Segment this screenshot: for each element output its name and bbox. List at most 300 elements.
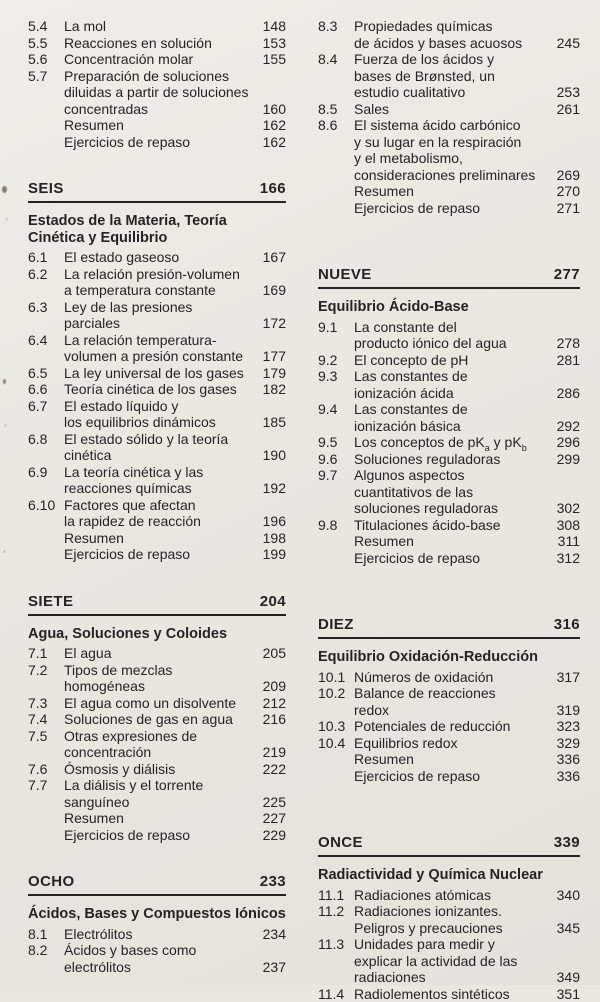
entry-text <box>64 464 259 497</box>
entry-number <box>28 530 64 547</box>
toc-column-right <box>318 18 580 1002</box>
entry-page: 336 <box>553 768 580 785</box>
toc-entry <box>318 434 580 451</box>
entry-text-line: Sales <box>354 101 553 118</box>
entry-page: 349 <box>553 969 580 986</box>
entry-number <box>28 117 64 134</box>
chapter-label: NUEVE <box>318 266 372 283</box>
entry-text-line: explicar la actividad de las <box>354 953 553 970</box>
entry-number: 9.3 <box>318 368 354 401</box>
toc-entry <box>28 35 286 52</box>
entry-text-line: Soluciones reguladoras <box>354 451 553 468</box>
toc-entry <box>28 431 286 464</box>
entry-text <box>64 777 259 810</box>
entry-text <box>64 381 259 398</box>
entry-page: 199 <box>259 546 286 563</box>
entry-page: 292 <box>553 418 580 435</box>
toc-entry <box>318 936 580 986</box>
entry-page: 190 <box>259 447 286 464</box>
entry-text-line: cinética <box>64 447 259 464</box>
entry-page: 229 <box>259 827 286 844</box>
entry-text-line: Radiolementos sintéticos <box>354 986 553 1002</box>
entry-number: 6.1 <box>28 249 64 266</box>
entry-text-line: Radiaciones ionizantes. <box>354 903 553 920</box>
entry-text <box>64 431 259 464</box>
entry-number: 7.1 <box>28 645 64 662</box>
entry-text <box>354 685 553 718</box>
entry-number: 6.10 <box>28 497 64 530</box>
entry-text <box>354 517 553 534</box>
entry-text-line: Soluciones de gas en agua <box>64 711 259 728</box>
chapter-header <box>318 616 580 639</box>
toc-entry <box>318 986 580 1002</box>
entry-number: 7.5 <box>28 728 64 761</box>
chapter-header <box>28 873 286 896</box>
entry-text-line: Equilibrios redox <box>354 735 553 752</box>
toc-entry <box>318 887 580 904</box>
toc-entry <box>318 401 580 434</box>
toc-entry <box>318 718 580 735</box>
toc-section <box>28 180 286 563</box>
toc-entry <box>28 926 286 943</box>
entry-number: 9.8 <box>318 517 354 534</box>
entry-text-line: Electrólitos <box>64 926 259 943</box>
toc-entry <box>318 117 580 183</box>
entry-number: 7.6 <box>28 761 64 778</box>
entry-text <box>354 352 553 369</box>
entry-number: 10.3 <box>318 718 354 735</box>
toc-entry <box>28 134 286 151</box>
entry-text-line: La relación presión-volumen <box>64 266 259 283</box>
entry-number <box>318 751 354 768</box>
toc-entry <box>318 368 580 401</box>
entry-page: 308 <box>553 517 580 534</box>
toc-entry <box>318 352 580 369</box>
toc-section <box>318 266 580 566</box>
entry-number: 8.3 <box>318 18 354 51</box>
toc-entry <box>318 517 580 534</box>
toc-entry <box>318 903 580 936</box>
toc-entry <box>28 381 286 398</box>
toc-entry <box>318 101 580 118</box>
toc-entry <box>28 728 286 761</box>
entry-text <box>64 398 259 431</box>
entry-number: 8.5 <box>318 101 354 118</box>
chapter-title <box>318 299 580 316</box>
entry-text-line: Ejercicios de repaso <box>354 550 553 567</box>
entry-number: 6.4 <box>28 332 64 365</box>
entry-text <box>64 662 259 695</box>
entry-number: 5.5 <box>28 35 64 52</box>
chapter-title <box>318 649 580 666</box>
entry-text-line: redox <box>354 702 553 719</box>
entry-number: 8.2 <box>28 942 64 975</box>
entry-page: 198 <box>259 530 286 547</box>
toc-section <box>28 873 286 975</box>
entry-text-line: El estado sólido y la teoría <box>64 431 259 448</box>
entry-number: 7.2 <box>28 662 64 695</box>
entry-page: 340 <box>553 887 580 904</box>
entry-number: 6.6 <box>28 381 64 398</box>
entry-page: 261 <box>553 101 580 118</box>
chapter-label: ONCE <box>318 834 363 851</box>
entry-text-line: Unidades para medir y <box>354 936 553 953</box>
entry-number: 6.8 <box>28 431 64 464</box>
entry-text-line: concentración <box>64 744 259 761</box>
entry-number: 5.7 <box>28 68 64 118</box>
toc-entry <box>28 942 286 975</box>
toc-entry <box>28 645 286 662</box>
entry-text-line: Ejercicios de repaso <box>354 768 553 785</box>
entry-text <box>354 986 553 1002</box>
entry-text-line: Números de oxidación <box>354 669 553 686</box>
entry-text <box>64 546 259 563</box>
toc-section <box>28 18 286 150</box>
entry-number: 9.7 <box>318 467 354 517</box>
entry-page: 227 <box>259 810 286 827</box>
entry-text-line: Ejercicios de repaso <box>64 827 259 844</box>
entry-page: 162 <box>259 117 286 134</box>
entry-text-line: El concepto de pH <box>354 352 553 369</box>
entry-text-line: El estado líquido y <box>64 398 259 415</box>
entry-text <box>354 903 553 936</box>
entry-number: 6.3 <box>28 299 64 332</box>
toc-section <box>318 834 580 1002</box>
entry-text-line: a temperatura constante <box>64 282 259 299</box>
entry-text-line: La relación temperatura- <box>64 332 259 349</box>
toc-entry <box>28 777 286 810</box>
entry-text-line: Ejercicios de repaso <box>64 546 259 563</box>
entry-page: 253 <box>553 84 580 101</box>
chapter-page: 204 <box>260 593 286 610</box>
entry-text-line: Fuerza de los ácidos y <box>354 51 553 68</box>
entry-text-line: soluciones reguladoras <box>354 500 553 517</box>
entry-text <box>64 810 259 827</box>
toc-entry <box>318 51 580 101</box>
entry-number: 8.6 <box>318 117 354 183</box>
entry-page: 225 <box>259 794 286 811</box>
chapter-header <box>28 180 286 203</box>
entry-number: 8.1 <box>28 926 64 943</box>
entry-number <box>28 546 64 563</box>
entry-page: 278 <box>553 335 580 352</box>
entry-text <box>354 368 553 401</box>
entry-text-line: cuantitativos de las <box>354 484 553 501</box>
toc-entry <box>28 398 286 431</box>
chapter-header <box>318 266 580 289</box>
entry-number: 10.1 <box>318 669 354 686</box>
toc-entry <box>318 669 580 686</box>
entry-text-line: reacciones químicas <box>64 480 259 497</box>
entry-text <box>64 942 259 975</box>
entry-page: 169 <box>259 282 286 299</box>
entry-text <box>64 51 259 68</box>
entry-page: 302 <box>553 500 580 517</box>
entry-text-line: Potenciales de reducción <box>354 718 553 735</box>
entry-page: 209 <box>259 678 286 695</box>
entry-text-line: Ácidos y bases como <box>64 942 259 959</box>
entry-text <box>64 497 259 530</box>
entry-text-line: La teoría cinética y las <box>64 464 259 481</box>
toc-section <box>28 593 286 844</box>
entry-page: 351 <box>553 986 580 1002</box>
toc-section <box>318 18 580 216</box>
entry-text-line: Preparación de soluciones <box>64 68 259 85</box>
toc-entry <box>28 497 286 530</box>
entry-number: 11.2 <box>318 903 354 936</box>
entry-text <box>354 183 553 200</box>
entry-text-line: Teoría cinética de los gases <box>64 381 259 398</box>
entry-text <box>64 299 259 332</box>
entry-text-line: Ejercicios de repaso <box>354 200 553 217</box>
entry-text <box>354 434 553 451</box>
entry-text <box>64 249 259 266</box>
chapter-header <box>318 834 580 857</box>
toc-entry <box>28 464 286 497</box>
entry-text <box>354 51 553 101</box>
entry-text <box>64 827 259 844</box>
entry-text-line: Algunos aspectos <box>354 467 553 484</box>
toc-entry <box>28 51 286 68</box>
entry-text-line: Ley de las presiones <box>64 299 259 316</box>
entry-page: 237 <box>259 959 286 976</box>
entry-text-line: El agua <box>64 645 259 662</box>
entry-number <box>28 827 64 844</box>
toc-entry <box>318 533 580 550</box>
chapter-page: 166 <box>260 180 286 197</box>
entry-page: 155 <box>259 51 286 68</box>
entry-text-line: estudio cualitativo <box>354 84 553 101</box>
toc-entry <box>28 117 286 134</box>
entry-page: 329 <box>553 735 580 752</box>
entry-number: 7.4 <box>28 711 64 728</box>
entry-text <box>354 401 553 434</box>
entry-text-line: y el metabolismo, <box>354 150 553 167</box>
entry-page: 177 <box>259 348 286 365</box>
entry-page: 212 <box>259 695 286 712</box>
entry-text <box>64 761 259 778</box>
entry-text <box>64 117 259 134</box>
entry-page: 323 <box>553 718 580 735</box>
entry-text-line: Resumen <box>64 530 259 547</box>
entry-number <box>318 768 354 785</box>
chapter-page: 233 <box>260 873 286 890</box>
entry-page: 345 <box>553 920 580 937</box>
entry-number <box>28 810 64 827</box>
entry-text <box>64 68 259 118</box>
toc-section <box>318 616 580 784</box>
entry-page: 196 <box>259 513 286 530</box>
entry-text <box>354 718 553 735</box>
entry-text-line: La constante del <box>354 319 553 336</box>
entry-text <box>354 117 553 183</box>
toc-entry <box>28 365 286 382</box>
entry-text <box>354 768 553 785</box>
entry-number: 7.3 <box>28 695 64 712</box>
entry-text <box>64 728 259 761</box>
entry-text-line: El sistema ácido carbónico <box>354 117 553 134</box>
toc-entry <box>318 467 580 517</box>
entry-text-line: Ósmosis y diálisis <box>64 761 259 778</box>
entry-text <box>64 530 259 547</box>
entry-page: 312 <box>553 550 580 567</box>
entry-text <box>354 669 553 686</box>
entry-page: 299 <box>553 451 580 468</box>
entry-text <box>64 695 259 712</box>
entry-page: 286 <box>553 385 580 402</box>
entry-text-line: y su lugar en la respiración <box>354 134 553 151</box>
chapter-header <box>28 593 286 616</box>
entry-text <box>354 319 553 352</box>
entry-text-line: La ley universal de los gases <box>64 365 259 382</box>
entry-text <box>64 18 259 35</box>
chapter-title-line: Estados de la Materia, Teoría <box>28 213 286 230</box>
entry-text <box>64 645 259 662</box>
entry-number: 11.4 <box>318 986 354 1002</box>
entry-text-line: Resumen <box>64 117 259 134</box>
chapter-title <box>28 906 286 923</box>
chapter-title-line: Equilibrio Oxidación-Reducción <box>318 649 580 666</box>
toc-entry <box>28 695 286 712</box>
entry-page: 216 <box>259 711 286 728</box>
chapter-title-line: Radiactividad y Química Nuclear <box>318 867 580 884</box>
entry-text-line: electrólitos <box>64 959 259 976</box>
entry-text-line: Propiedades químicas <box>354 18 553 35</box>
entry-page: 269 <box>553 167 580 184</box>
entry-text <box>64 35 259 52</box>
entry-page: 317 <box>553 669 580 686</box>
entry-number: 9.4 <box>318 401 354 434</box>
entry-text-line: Peligros y precauciones <box>354 920 553 937</box>
entry-text-line: Reacciones en solución <box>64 35 259 52</box>
entry-page: 179 <box>259 365 286 382</box>
entry-text-line: parciales <box>64 315 259 332</box>
entry-text-line: consideraciones preliminares <box>354 167 553 184</box>
entry-text-line: El agua como un disolvente <box>64 695 259 712</box>
entry-number <box>318 533 354 550</box>
entry-text <box>64 926 259 943</box>
entry-number: 11.3 <box>318 936 354 986</box>
entry-text-line: Ejercicios de repaso <box>64 134 259 151</box>
entry-page: 172 <box>259 315 286 332</box>
chapter-label: SIETE <box>28 593 73 610</box>
entry-page: 245 <box>553 35 580 52</box>
entry-text-line: Factores que afectan <box>64 497 259 514</box>
entry-text-line: Resumen <box>354 533 554 550</box>
entry-text-line: La diálisis y el torrente <box>64 777 259 794</box>
chapter-title-line: Equilibrio Ácido-Base <box>318 299 580 316</box>
entry-text <box>354 735 553 752</box>
toc-entry <box>28 662 286 695</box>
entry-text <box>64 711 259 728</box>
entry-text-line: ionización básica <box>354 418 553 435</box>
entry-number: 9.2 <box>318 352 354 369</box>
chapter-title-line: Agua, Soluciones y Coloides <box>28 626 286 643</box>
entry-page: 182 <box>259 381 286 398</box>
entry-text <box>354 887 553 904</box>
entry-text-line: sanguíneo <box>64 794 259 811</box>
entry-text-line: Las constantes de <box>354 401 553 418</box>
toc-entry <box>28 711 286 728</box>
entry-text-line: volumen a presión constante <box>64 348 259 365</box>
toc-entry <box>28 827 286 844</box>
entry-page: 162 <box>259 134 286 151</box>
entry-number: 8.4 <box>318 51 354 101</box>
toc-entry <box>28 810 286 827</box>
entry-text <box>354 550 553 567</box>
entry-page: 271 <box>553 200 580 217</box>
entry-text-line: ionización ácida <box>354 385 553 402</box>
entry-number: 11.1 <box>318 887 354 904</box>
entry-page: 222 <box>259 761 286 778</box>
toc-entry <box>28 266 286 299</box>
chapter-page: 339 <box>554 834 580 851</box>
entry-page: 281 <box>553 352 580 369</box>
entry-number: 6.7 <box>28 398 64 431</box>
entry-text <box>354 533 554 550</box>
toc-entry <box>318 550 580 567</box>
toc-entry <box>318 319 580 352</box>
entry-page: 148 <box>259 18 286 35</box>
chapter-label: DIEZ <box>318 616 354 633</box>
toc-entry <box>28 546 286 563</box>
entry-number: 10.4 <box>318 735 354 752</box>
toc-entry <box>318 200 580 217</box>
entry-text-line: Titulaciones ácido-base <box>354 517 553 534</box>
entry-text-line: Resumen <box>64 810 259 827</box>
entry-page: 270 <box>553 183 580 200</box>
toc-entry <box>318 183 580 200</box>
chapter-label: SEIS <box>28 180 64 197</box>
entry-number <box>318 550 354 567</box>
entry-text-line: Resumen <box>354 183 553 200</box>
entry-text <box>354 101 553 118</box>
entry-page: 167 <box>259 249 286 266</box>
entry-number: 9.6 <box>318 451 354 468</box>
chapter-title-line: Ácidos, Bases y Compuestos Iónicos <box>28 906 286 923</box>
entry-page: 219 <box>259 744 286 761</box>
entry-text <box>354 18 553 51</box>
entry-page: 185 <box>259 414 286 431</box>
entry-text <box>64 266 259 299</box>
entry-text-line: la rapidez de reacción <box>64 513 259 530</box>
entry-page: 153 <box>259 35 286 52</box>
toc-entry <box>28 299 286 332</box>
entry-text <box>354 936 553 986</box>
entry-number: 10.2 <box>318 685 354 718</box>
entry-page: 311 <box>554 533 580 550</box>
entry-text-line: los equilibrios dinámicos <box>64 414 259 431</box>
entry-text-line: Los conceptos de $pK_a$ y $pK_b$ <box>354 434 553 451</box>
toc-entry <box>318 735 580 752</box>
entry-text <box>354 467 553 517</box>
toc-entry <box>318 451 580 468</box>
entry-number: 9.5 <box>318 434 354 451</box>
toc-entry <box>28 18 286 35</box>
entry-number: 7.7 <box>28 777 64 810</box>
toc-entry <box>28 249 286 266</box>
entry-text-line: Balance de reacciones <box>354 685 553 702</box>
entry-number <box>28 134 64 151</box>
entry-text-line: El estado gaseoso <box>64 249 259 266</box>
entry-number: 5.4 <box>28 18 64 35</box>
entry-text-line: La mol <box>64 18 259 35</box>
toc-entry <box>28 332 286 365</box>
entry-text-line: diluidas a partir de soluciones <box>64 84 259 101</box>
entry-text-line: Radiaciones atómicas <box>354 887 553 904</box>
entry-number: 5.6 <box>28 51 64 68</box>
entry-page: 192 <box>259 480 286 497</box>
